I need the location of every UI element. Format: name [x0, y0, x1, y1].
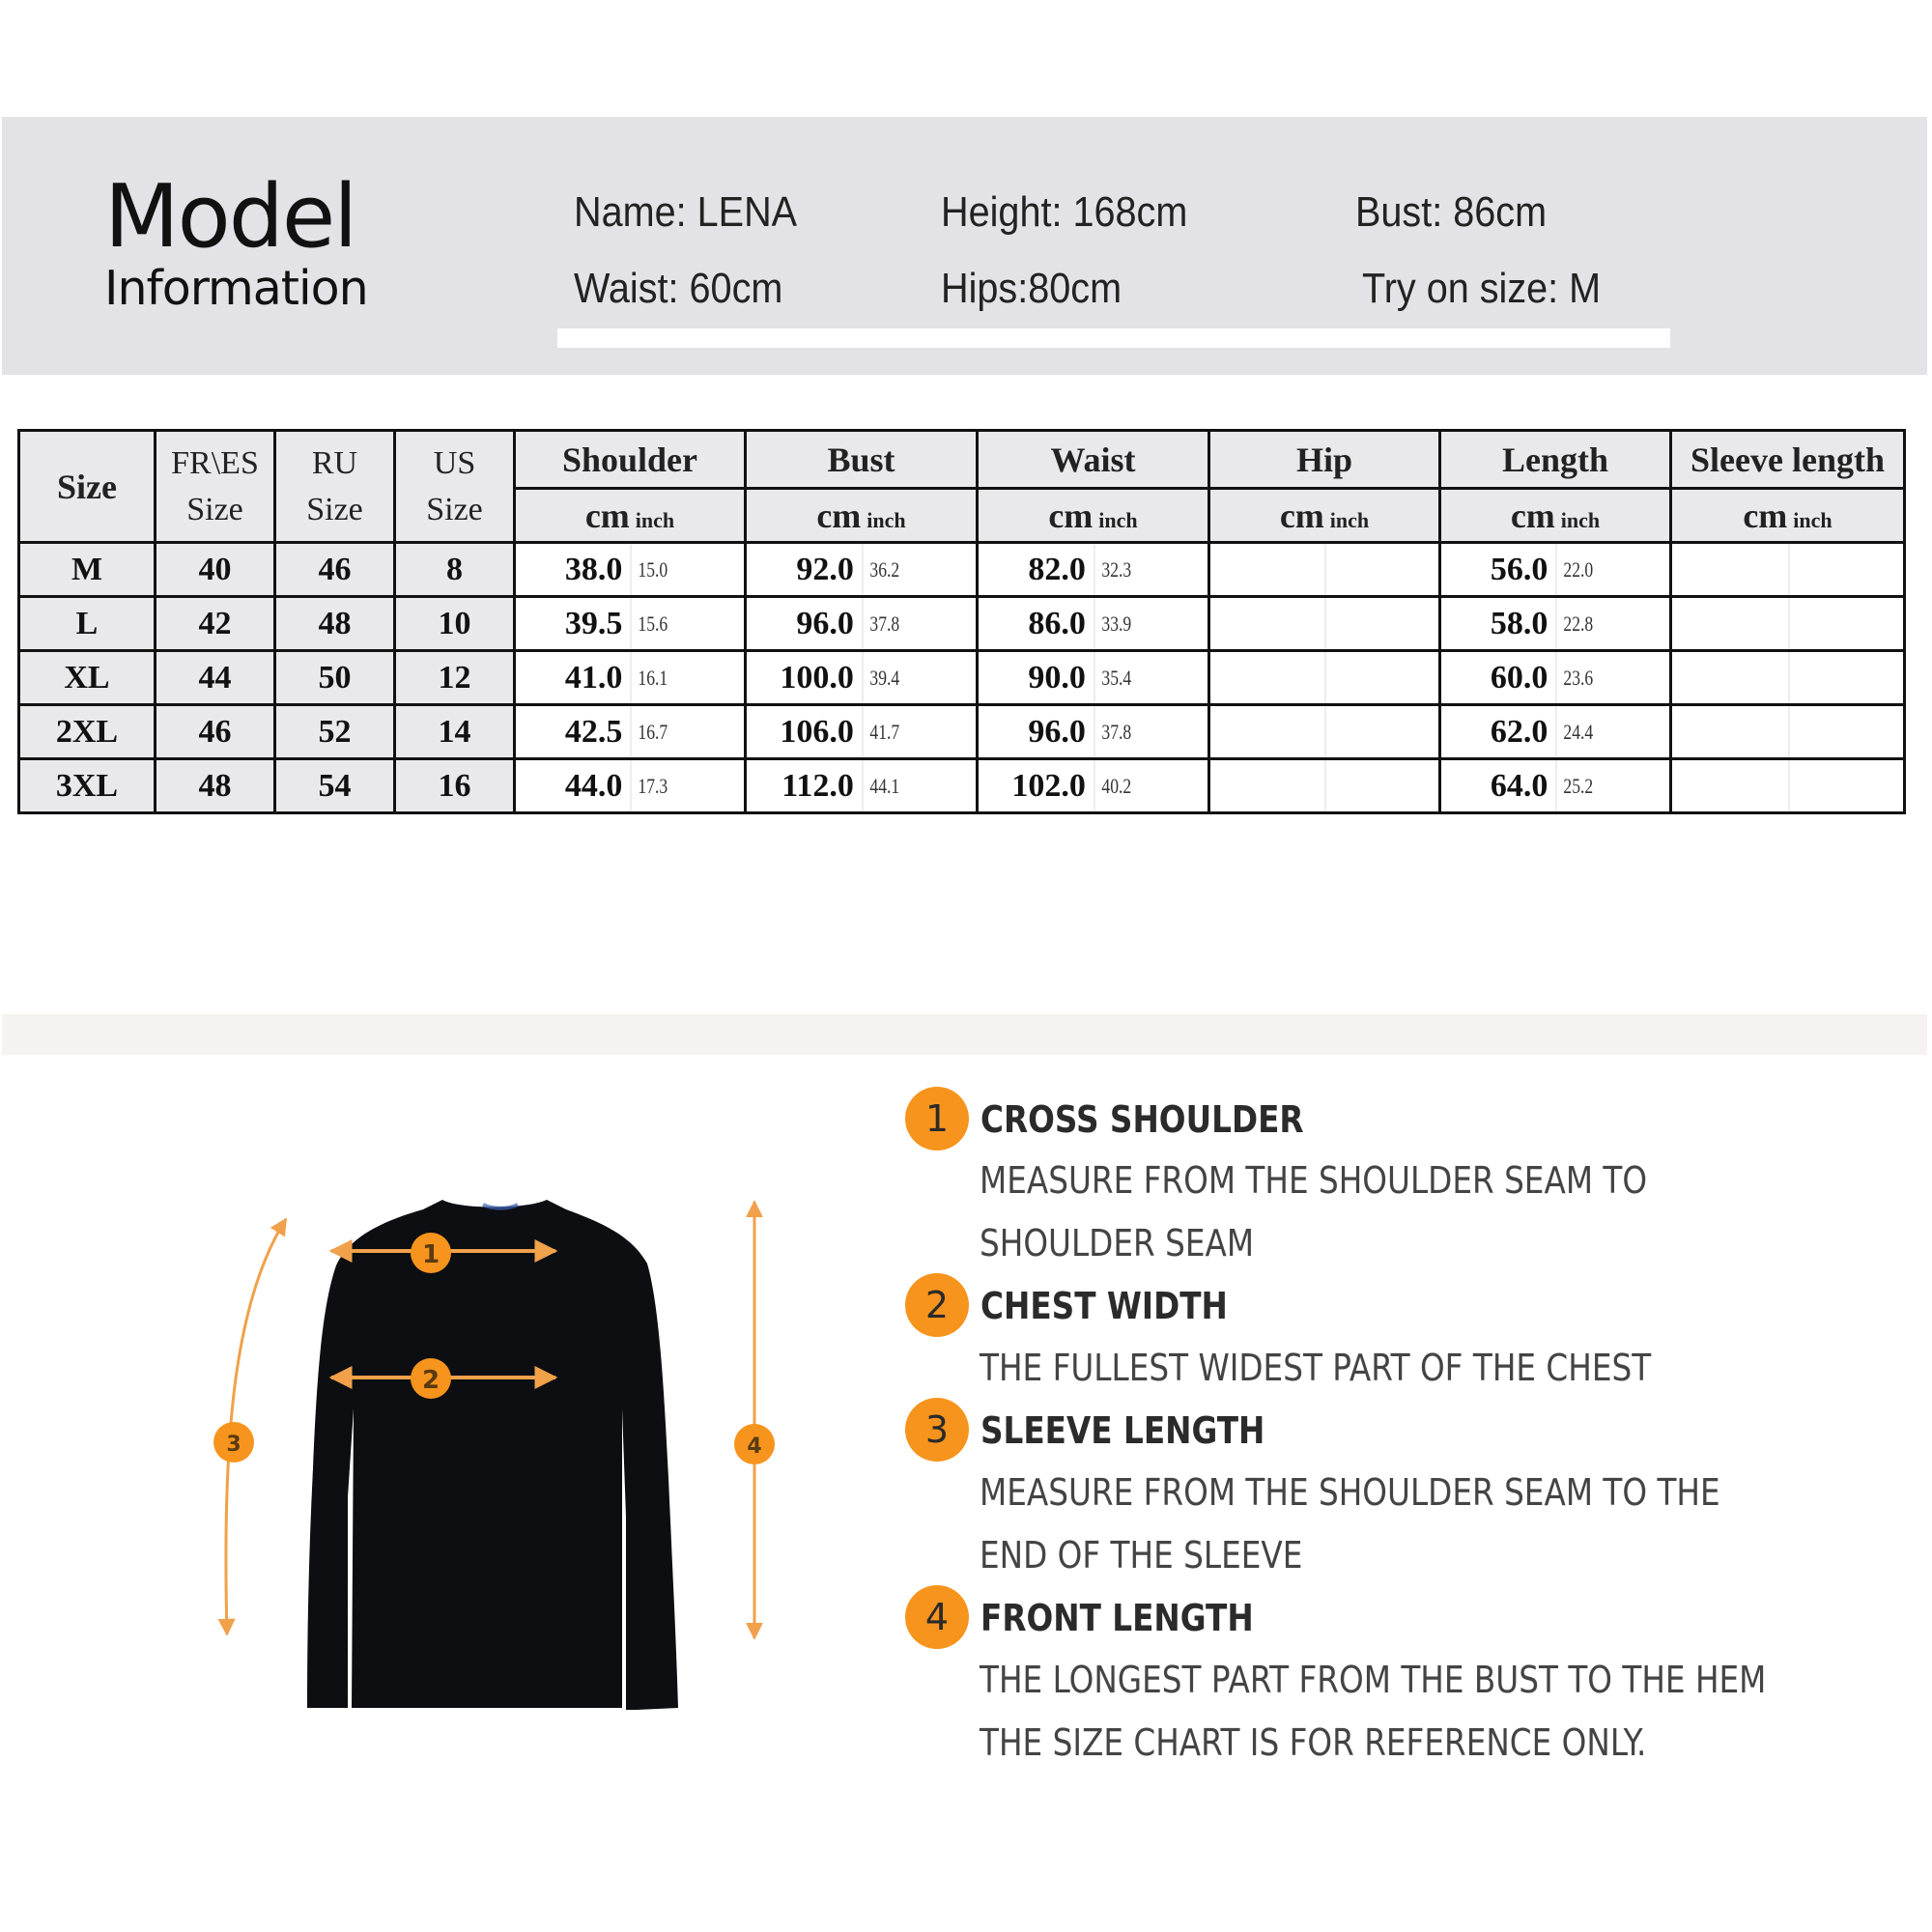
bust-inch-value: 36.2 [869, 556, 900, 582]
sleeve-cm-value [1672, 544, 1790, 595]
legend-badge-2: 2 [905, 1273, 969, 1337]
unit-cm: cm [1510, 496, 1555, 535]
legend-desc-cross-shoulder-1: MEASURE FROM THE SHOULDER SEAM TO [980, 1159, 1648, 1202]
table-row [19, 543, 1905, 597]
us-cell: 8 [395, 543, 515, 597]
hip-cell [1209, 705, 1440, 759]
size-cell: 3XL [19, 759, 156, 813]
svg-text:3: 3 [226, 1433, 242, 1457]
unit-inch: inch [1560, 507, 1601, 532]
hip-cm-value [1210, 760, 1326, 811]
hip-cell [1209, 759, 1440, 813]
sleeve-cm-value [1672, 598, 1790, 649]
units-waist [978, 489, 1209, 543]
length-cell [1440, 543, 1671, 597]
ru-cell: 48 [275, 597, 395, 651]
bust-cell [746, 597, 978, 651]
sleeve-cm-value [1672, 652, 1790, 703]
legend-desc-sleeve-length-2: END OF THE SLEEVE [980, 1534, 1303, 1577]
unit-cm: cm [1279, 496, 1324, 535]
us-cell: 10 [395, 597, 515, 651]
waist-cm-value: 96.0 [979, 706, 1095, 757]
shoulder-cell [515, 651, 746, 705]
shoulder-cm-value: 39.5 [516, 598, 632, 649]
waist-inch-value: 40.2 [1101, 773, 1132, 798]
header-hip: Hip [1209, 431, 1440, 489]
header-fr-es-size [156, 431, 275, 543]
waist-cm-value: 102.0 [979, 760, 1095, 811]
sweater-illustration [307, 1200, 678, 1710]
header-shoulder: Shoulder [515, 431, 746, 489]
sleeve-cm-value [1672, 760, 1790, 811]
length-cm-value: 56.0 [1441, 544, 1557, 595]
bust-cell [746, 651, 978, 705]
legend-desc-sleeve-length-1: MEASURE FROM THE SHOULDER SEAM TO THE [980, 1471, 1720, 1514]
header-sleeve-length: Sleeve length [1671, 431, 1905, 489]
legend-desc-cross-shoulder-2: SHOULDER SEAM [980, 1222, 1255, 1264]
model-waist: Waist: 60cm [574, 265, 783, 312]
shoulder-cell [515, 597, 746, 651]
header-waist: Waist [978, 431, 1209, 489]
unit-cm: cm [816, 496, 862, 535]
shoulder-cm-value: 41.0 [516, 652, 632, 703]
header-size-label: Size [57, 467, 117, 506]
length-cell [1440, 759, 1671, 813]
units-hip [1209, 489, 1440, 543]
hip-cell [1209, 543, 1440, 597]
reference-note: THE SIZE CHART IS FOR REFERENCE ONLY. [980, 1721, 1647, 1764]
waist-cell [978, 759, 1209, 813]
shoulder-cell [515, 543, 746, 597]
sleeve-cell [1671, 597, 1905, 651]
sleeve-cell [1671, 759, 1905, 813]
units-shoulder [515, 489, 746, 543]
bust-cm-value: 106.0 [747, 706, 864, 757]
ru-cell: 54 [275, 759, 395, 813]
bust-inch-value: 44.1 [869, 773, 900, 798]
legend-title-front-length: FRONT LENGTH [980, 1597, 1254, 1639]
legend-badge-1: 1 [905, 1087, 969, 1151]
fr-es-cell: 46 [156, 705, 275, 759]
shoulder-cm-value: 38.0 [516, 544, 632, 595]
us-cell: 12 [395, 651, 515, 705]
length-inch-value: 24.4 [1563, 719, 1594, 744]
bust-cm-value: 112.0 [747, 760, 864, 811]
shoulder-inch-value: 17.3 [638, 773, 668, 798]
section-divider [2, 1014, 1927, 1055]
length-inch-value: 23.6 [1563, 665, 1594, 690]
fr-es-cell: 40 [156, 543, 275, 597]
size-cell: L [19, 597, 156, 651]
marker-4-icon [734, 1424, 775, 1464]
legend-badge-3: 3 [905, 1398, 969, 1462]
sleeve-cell [1671, 705, 1905, 759]
model-height: Height: 168cm [941, 188, 1188, 236]
waist-cell [978, 597, 1209, 651]
fr-es-cell: 42 [156, 597, 275, 651]
waist-cm-value: 90.0 [979, 652, 1095, 703]
bust-cm-value: 92.0 [747, 544, 864, 595]
us-cell: 14 [395, 705, 515, 759]
length-cm-value: 60.0 [1441, 652, 1557, 703]
legend-title-chest-width: CHEST WIDTH [980, 1285, 1228, 1327]
info-underline-bar [557, 328, 1670, 348]
units-sleeve-length [1671, 489, 1905, 543]
us-cell: 16 [395, 759, 515, 813]
legend-title-cross-shoulder: CROSS SHOULDER [980, 1098, 1304, 1141]
hip-cm-value [1210, 706, 1326, 757]
table-row [19, 705, 1905, 759]
size-cell: XL [19, 651, 156, 705]
shoulder-cm-value: 42.5 [516, 706, 632, 757]
legend-badge-4: 4 [905, 1585, 969, 1649]
table-row [19, 597, 1905, 651]
svg-text:2: 2 [421, 1366, 440, 1395]
header-size [19, 431, 156, 543]
length-cm-value: 58.0 [1441, 598, 1557, 649]
legend-title-sleeve-length: SLEEVE LENGTH [980, 1409, 1265, 1452]
bust-inch-value: 37.8 [869, 611, 900, 636]
size-cell: 2XL [19, 705, 156, 759]
header-length: Length [1440, 431, 1671, 489]
unit-cm: cm [584, 496, 630, 535]
bust-cell [746, 543, 978, 597]
bust-cell [746, 705, 978, 759]
length-cell [1440, 651, 1671, 705]
hip-cm-value [1210, 544, 1326, 595]
fr-es-cell: 44 [156, 651, 275, 705]
hip-cell [1209, 651, 1440, 705]
unit-cm: cm [1048, 496, 1094, 535]
header-ru-size [275, 431, 395, 543]
svg-text:4: 4 [747, 1435, 762, 1459]
model-info-title: Model [104, 166, 356, 268]
hip-cm-value [1210, 652, 1326, 703]
shoulder-cell [515, 705, 746, 759]
hip-cm-value [1210, 598, 1326, 649]
unit-inch: inch [635, 507, 675, 532]
ru-cell: 50 [275, 651, 395, 705]
waist-cell [978, 705, 1209, 759]
shoulder-inch-value: 16.1 [638, 665, 668, 690]
table-row [19, 759, 1905, 813]
units-bust [746, 489, 978, 543]
table-row [19, 651, 1905, 705]
header-us-sub: Size [426, 491, 483, 527]
model-bust: Bust: 86cm [1355, 188, 1548, 236]
header-fr-es-label: FR\ES [171, 444, 259, 481]
ru-cell: 46 [275, 543, 395, 597]
waist-cell [978, 651, 1209, 705]
unit-inch: inch [867, 507, 906, 532]
bust-cm-value: 96.0 [747, 598, 864, 649]
model-info-subtitle: Information [104, 261, 368, 316]
marker-2-icon [411, 1358, 451, 1399]
length-inch-value: 22.8 [1563, 611, 1594, 636]
measurement-diagram [193, 1159, 792, 1719]
marker-3-icon [213, 1422, 254, 1463]
header-bust: Bust [746, 431, 978, 489]
header-fr-es-sub: Size [186, 491, 243, 527]
model-hips: Hips:80cm [941, 265, 1122, 312]
length-inch-value: 25.2 [1563, 773, 1594, 798]
sleeve-cell [1671, 543, 1905, 597]
units-length [1440, 489, 1671, 543]
header-us-label: US [433, 444, 476, 481]
unit-cm: cm [1743, 496, 1788, 535]
waist-cell [978, 543, 1209, 597]
waist-cm-value: 82.0 [979, 544, 1095, 595]
size-chart-table [17, 429, 1906, 814]
length-cell [1440, 705, 1671, 759]
fr-es-cell: 48 [156, 759, 275, 813]
header-ru-label: RU [311, 444, 358, 481]
legend-desc-chest-width: THE FULLEST WIDEST PART OF THE CHEST [980, 1347, 1652, 1389]
length-cell [1440, 597, 1671, 651]
length-inch-value: 22.0 [1563, 556, 1594, 582]
waist-inch-value: 37.8 [1101, 719, 1132, 744]
waist-inch-value: 32.3 [1101, 556, 1132, 582]
model-try-on-size: Try on size: M [1362, 265, 1602, 312]
ru-cell: 52 [275, 705, 395, 759]
unit-inch: inch [1329, 507, 1370, 532]
waist-inch-value: 33.9 [1101, 611, 1132, 636]
waist-cm-value: 86.0 [979, 598, 1095, 649]
svg-text:1: 1 [421, 1240, 440, 1269]
header-ru-sub: Size [306, 491, 363, 527]
shoulder-inch-value: 15.0 [638, 556, 668, 582]
bust-inch-value: 41.7 [869, 719, 900, 744]
sleeve-cm-value [1672, 706, 1790, 757]
shoulder-inch-value: 16.7 [638, 719, 668, 744]
size-cell: M [19, 543, 156, 597]
length-cm-value: 64.0 [1441, 760, 1557, 811]
legend-desc-front-length: THE LONGEST PART FROM THE BUST TO THE HEM [980, 1659, 1767, 1701]
shoulder-inch-value: 15.6 [638, 611, 668, 636]
bust-inch-value: 39.4 [869, 665, 900, 690]
model-name: Name: LENA [574, 188, 798, 236]
header-us-size [395, 431, 515, 543]
waist-inch-value: 35.4 [1101, 665, 1132, 690]
bust-cell [746, 759, 978, 813]
unit-inch: inch [1793, 507, 1833, 532]
shoulder-cm-value: 44.0 [516, 760, 632, 811]
marker-1-icon [411, 1233, 451, 1273]
sleeve-cell [1671, 651, 1905, 705]
bust-cm-value: 100.0 [747, 652, 864, 703]
hip-cell [1209, 597, 1440, 651]
unit-inch: inch [1098, 507, 1138, 532]
shoulder-cell [515, 759, 746, 813]
length-cm-value: 62.0 [1441, 706, 1557, 757]
